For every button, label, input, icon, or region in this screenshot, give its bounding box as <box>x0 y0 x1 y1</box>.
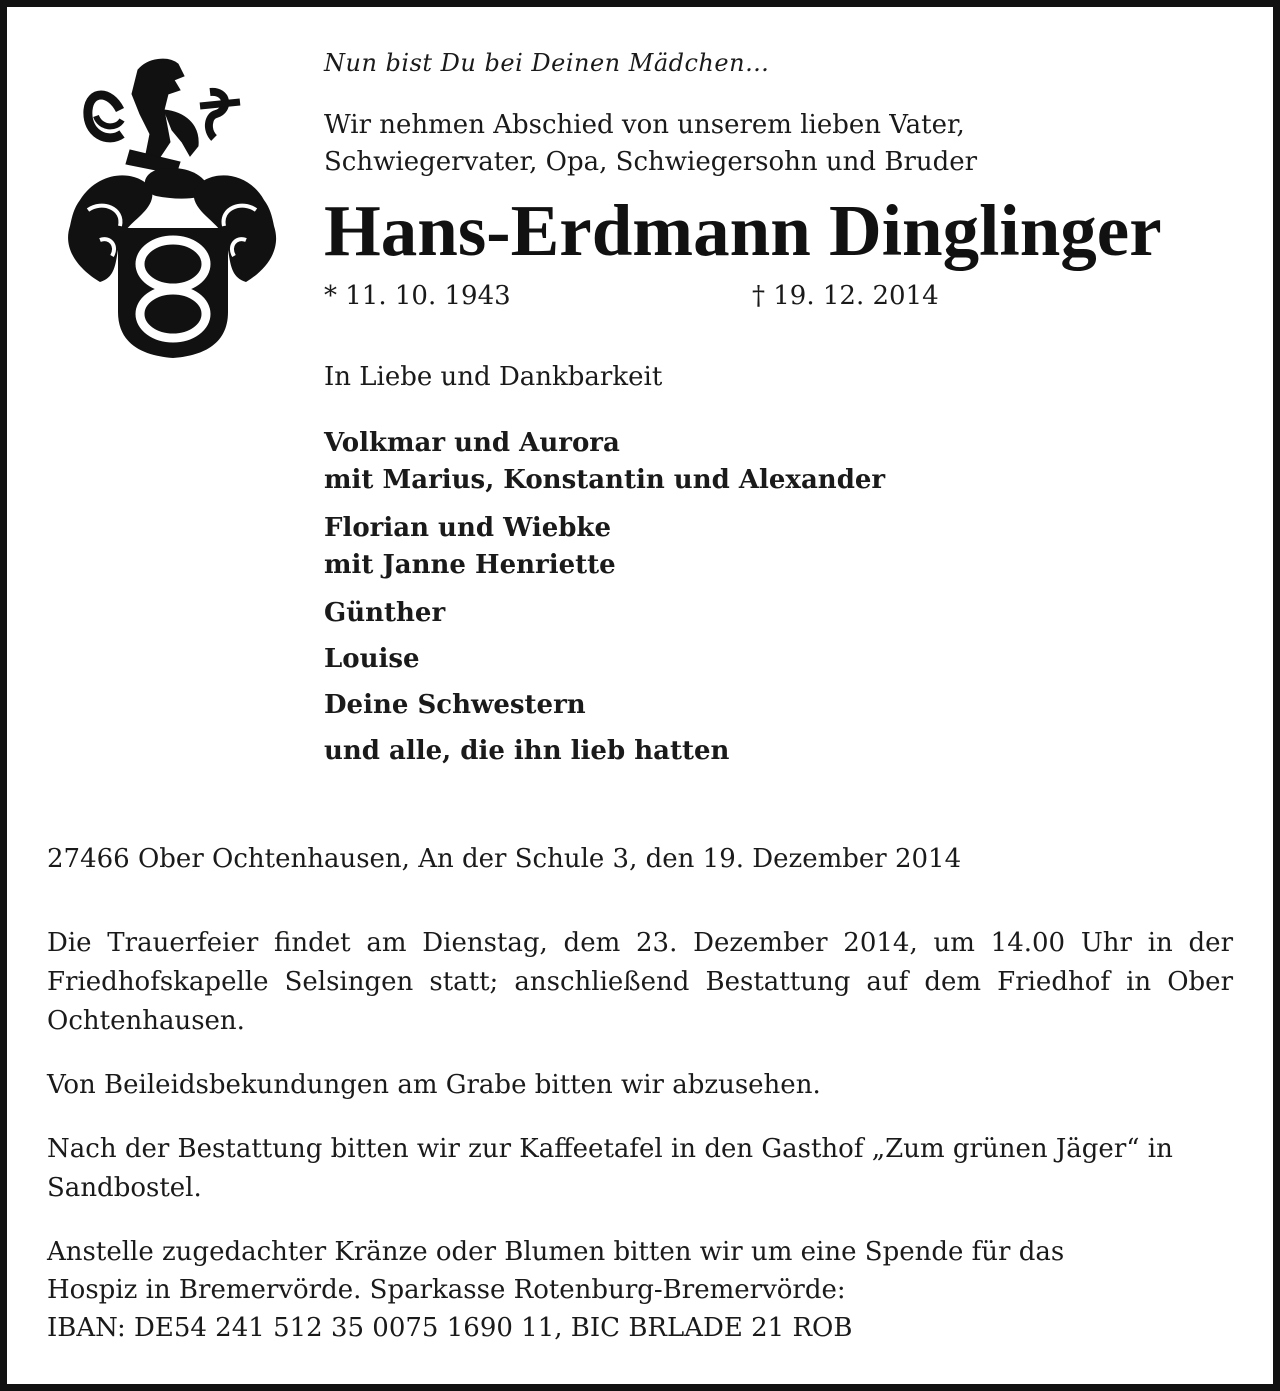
donation-line: IBAN: DE54 241 512 35 0075 1690 11, BIC BRLADE 21 ROB <box>47 1313 853 1343</box>
intro-line: Wir nehmen Abschied von unserem lieben Vater, <box>324 110 965 140</box>
mourner-line: Volkmar und Aurora <box>324 428 620 458</box>
mourner-group <box>324 687 1244 724</box>
mourner-line: Deine Schwestern <box>324 690 586 720</box>
mourner-line: mit Marius, Konstantin und Alexander <box>324 465 886 495</box>
mourner-line: und alle, die ihn lieb hatten <box>324 736 730 766</box>
family-coat-of-arms-icon <box>60 50 286 385</box>
header-block <box>324 44 1244 779</box>
donation-line: Hospiz in Bremervörde. Sparkasse Rotenburg-Bremervörde: <box>47 1275 846 1305</box>
body-text <box>47 840 1233 1347</box>
shield <box>118 228 228 358</box>
mourner-line: Günther <box>324 598 446 628</box>
mourner-group <box>324 425 1244 499</box>
intro-text <box>324 107 1244 181</box>
deceased-name: Hans-Erdmann Dinglinger <box>324 190 1162 271</box>
mourner-group <box>324 510 1244 584</box>
love-line: In Liebe und Dankbarkeit <box>324 362 663 392</box>
intro-line: Schwiegervater, Opa, Schwiegersohn und Bruder <box>324 147 978 177</box>
mourner-line: Louise <box>324 644 420 674</box>
coffee-invitation: Nach der Bestattung bitten wir zur Kaffeetafel in den Gasthof „Zum grünen Jäger“ in Sandbostel. <box>47 1134 1173 1203</box>
condolence-note: Von Beileidsbekundungen am Grabe bitten wir abzusehen. <box>47 1070 821 1100</box>
life-dates <box>324 281 1244 321</box>
funeral-info: Die Trauerfeier findet am Dienstag, dem 23. Dezember 2014, um 14.00 Uhr in der Friedhofskapelle Selsingen statt; anschließend Bestattung auf dem Friedhof in Ober Ochtenhausen. <box>47 928 1233 1036</box>
mourners-list <box>324 425 1244 770</box>
motto: Nun bist Du bei Deinen Mädchen… <box>324 49 770 77</box>
mourner-line: mit Janne Henriette <box>324 550 616 580</box>
birth-date: * 11. 10. 1943 <box>324 281 511 311</box>
mourner-line: Florian und Wiebke <box>324 513 611 543</box>
death-date: † 19. 12. 2014 <box>752 281 939 311</box>
mourner-group <box>324 641 1244 678</box>
donation-info <box>47 1233 1233 1347</box>
place-and-date: 27466 Ober Ochtenhausen, An der Schule 3, den 19. Dezember 2014 <box>47 844 962 874</box>
mourner-group <box>324 595 1244 632</box>
donation-line: Anstelle zugedachter Kränze oder Blumen bitten wir um eine Spende für das <box>47 1237 1065 1267</box>
mourner-group <box>324 733 1244 770</box>
lion-crest <box>88 59 240 174</box>
